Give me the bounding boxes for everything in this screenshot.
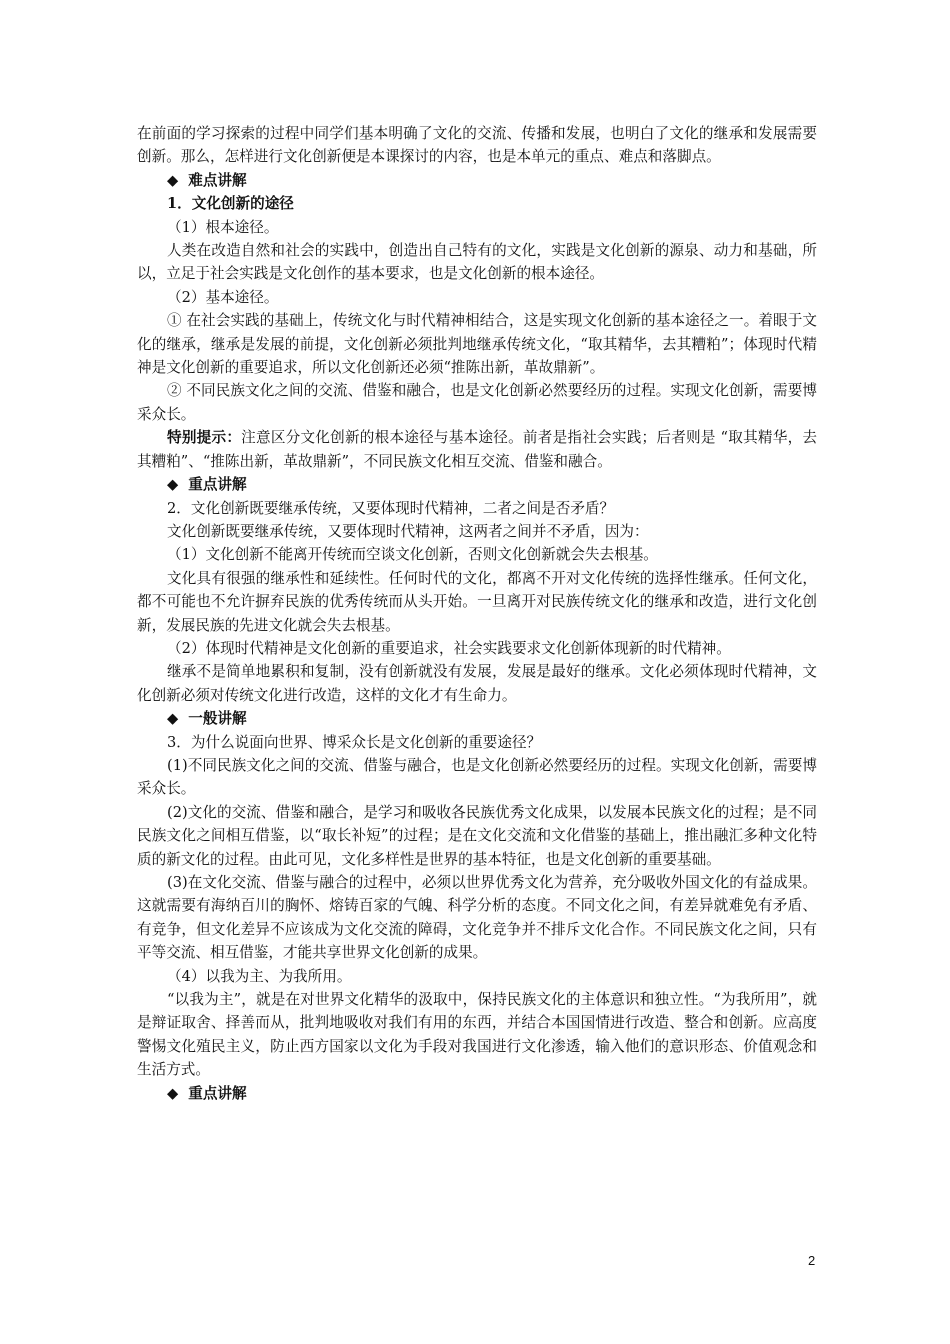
diamond-bullet-icon: ◆ <box>167 1084 179 1102</box>
diamond-bullet-icon: ◆ <box>167 710 179 728</box>
paragraph: 2．文化创新既要继承传统，又要体现时代精神，二者之间是否矛盾？ <box>167 499 615 517</box>
paragraph: （4）以我为主、为我所用。 <box>167 967 352 985</box>
special-note: 特别提示：注意区分文化创新的根本途径与基本途径。前者是指社会实践；后者则是 “取其精华，去其糟粕”、“推陈出新，革故鼎新”，不同民族文化相互交流、借鉴和融合。 <box>137 429 817 470</box>
paragraph: （1）文化创新不能离开传统而空谈文化创新，否则文化创新就会失去根基。 <box>167 546 658 564</box>
paragraph: 人类在改造自然和社会的实践中，创造出自己特有的文化，实践是文化创新的源泉、动力和基础，所以，立足于社会实践是文化创作的基本要求，也是文化创新的根本途径。 <box>137 242 817 283</box>
document-body <box>137 122 817 1105</box>
diamond-bullet-icon: ◆ <box>167 476 179 494</box>
paragraph: (3)在文化交流、借鉴与融合的过程中，必须以世界优秀文化为营养，充分吸收外国文化的有益成果。这就需要有海纳百川的胸怀、熔铸百家的气魄、科学分析的态度。不同文化之间，有差异就难免有矛盾、有竞争，但文化差异不应该成为文化交流的障碍，文化竞争并不排斥文化合作。不同民族文化之间，只有平等交流、相互借鉴，才能共享世界文化创新的成果。 <box>137 874 817 962</box>
section-heading-key: ◆ 重点讲解 <box>137 473 817 496</box>
paragraph: 文化具有很强的继承性和延续性。任何时代的文化，都离不开对文化传统的选择性继承。任何文化，都不可能也不允许摒弃民族的优秀传统而从头开始。一旦离开对民族传统文化的继承和改造，进行文化创新，发展民族的先进文化就会失去根基。 <box>137 569 817 634</box>
intro-paragraph: 在前面的学习探索的过程中同学们基本明确了文化的交流、传播和发展，也明白了文化的继承和发展需要创新。那么，怎样进行文化创新便是本课探讨的内容，也是本单元的重点、难点和落脚点。 <box>137 125 817 166</box>
paragraph: （1）根本途径。 <box>167 218 279 236</box>
section-heading-difficult: ◆ 难点讲解 <box>137 169 817 192</box>
note-label: 特别提示： <box>167 429 242 447</box>
section-heading-general: ◆ 一般讲解 <box>137 707 817 730</box>
paragraph: (2)文化的交流、借鉴和融合，是学习和吸收各民族优秀文化成果，以发展本民族文化的过程；是不同民族文化之间相互借鉴，以“取长补短”的过程；是在文化交流和文化借鉴的基础上，推出融汇多种文化特质的新文化的过程。由此可见，文化多样性是世界的基本特征，也是文化创新的重要基础。 <box>137 803 817 868</box>
subheading-innovation-path: 1．文化创新的途径 <box>167 195 294 213</box>
paragraph: 继承不是简单地累积和复制，没有创新就没有发展，发展是最好的继承。文化必须体现时代精神，文化创新必须对传统文化进行改造，这样的文化才有生命力。 <box>137 663 817 704</box>
page-number: 2 <box>808 1253 816 1268</box>
paragraph: 3．为什么说面向世界、博采众长是文化创新的重要途径？ <box>167 733 542 751</box>
diamond-bullet-icon: ◆ <box>167 171 179 189</box>
section-heading-key-2: ◆ 重点讲解 <box>137 1082 817 1105</box>
paragraph: (1)不同民族文化之间的交流、借鉴与融合，也是文化创新必然要经历的过程。实现文化创新，需要博采众长。 <box>137 756 817 798</box>
paragraph: 文化创新既要继承传统，又要体现时代精神，这两者之间并不矛盾，因为： <box>167 522 649 540</box>
paragraph: （2）基本途径。 <box>167 288 279 306</box>
paragraph: ② 不同民族文化之间的交流、借鉴和融合，也是文化创新必然要经历的过程。实现文化创新，需要博采众长。 <box>137 382 817 423</box>
paragraph: “以我为主”，就是在对世界文化精华的汲取中，保持民族文化的主体意识和独立性。“为我所用”，就是辩证取舍、择善而从，批判地吸收对我们有用的东西，并结合本国国情进行改造、整合和创新。应高度警惕文化殖民主义，防止西方国家以文化为手段对我国进行文化渗透，输入他们的意识形态、价值观念和生活方式。 <box>137 991 817 1079</box>
paragraph: （2）体现时代精神是文化创新的重要追求，社会实践要求文化创新体现新的时代精神。 <box>167 639 731 657</box>
paragraph: ① 在社会实践的基础上，传统文化与时代精神相结合，这是实现文化创新的基本途径之一。着眼于文化的继承，继承是发展的前提，文化创新必须批判地继承传统文化，“取其精华，去其糟粕”；体现时代精神是文化创新的重要追求，所以文化创新还必须“推陈出新，革故鼎新”。 <box>137 312 817 377</box>
